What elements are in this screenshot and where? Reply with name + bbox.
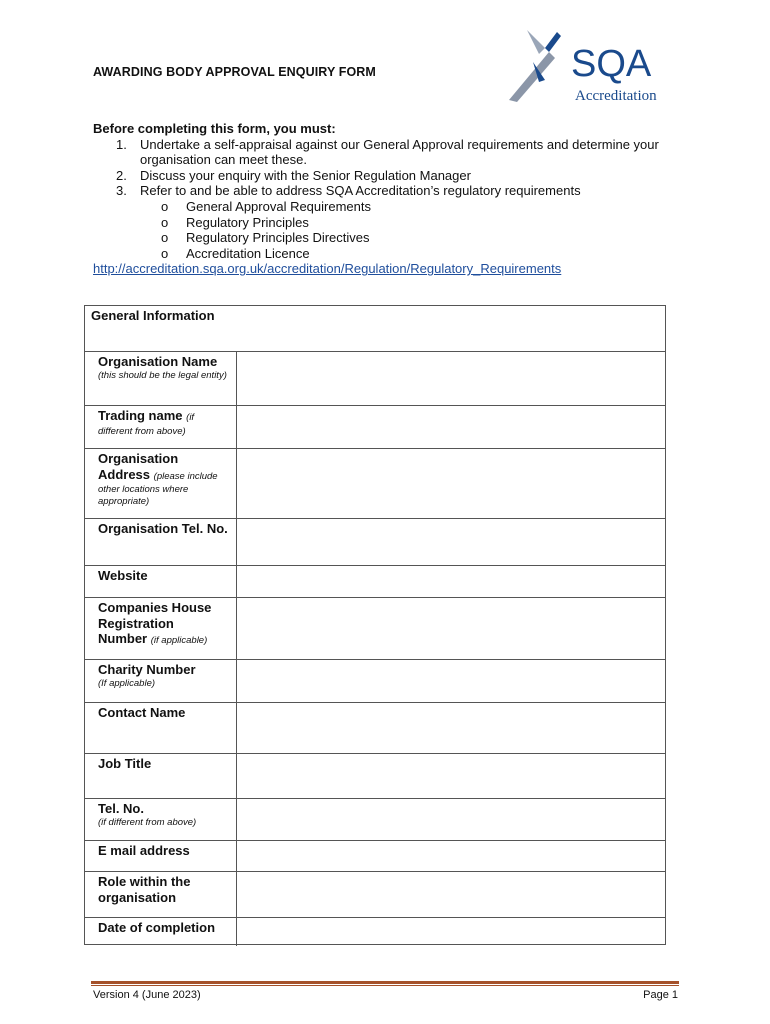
- row-label-cell: [85, 841, 237, 872]
- row-label-cell: [85, 872, 237, 918]
- field-note: other locations where appropriate): [98, 484, 189, 507]
- website-field[interactable]: [237, 566, 665, 598]
- sub-item-text: Regulatory Principles: [186, 214, 309, 230]
- field-label: Role within the organisation: [98, 874, 191, 905]
- date-of-completion-field[interactable]: [237, 918, 665, 946]
- tel-no-field[interactable]: [237, 799, 665, 841]
- organisation-tel-field[interactable]: [237, 519, 665, 566]
- charity-number-field[interactable]: [237, 660, 665, 703]
- bullet-icon: o: [161, 214, 169, 230]
- page-number: Page 1: [643, 989, 678, 1001]
- step-item: [93, 137, 693, 168]
- bullet-icon: o: [161, 245, 169, 261]
- sub-item: [93, 215, 693, 231]
- field-label: Website: [98, 568, 148, 583]
- organisation-address-field[interactable]: [237, 449, 665, 519]
- job-title-field[interactable]: [237, 754, 665, 799]
- field-label: Date of completion: [98, 920, 216, 935]
- table-row: [85, 405, 665, 449]
- field-note: (this should be the legal entity): [98, 369, 227, 381]
- form-title: AWARDING BODY APPROVAL ENQUIRY FORM: [93, 65, 376, 79]
- step-number: 2.: [116, 167, 127, 183]
- companies-house-number-field[interactable]: [237, 598, 665, 660]
- footer-divider-thin: [91, 985, 679, 986]
- sqa-accreditation-logo: [505, 22, 667, 106]
- version-text: Version 4 (June 2023): [93, 989, 201, 1001]
- row-label-cell: [85, 449, 237, 519]
- field-note: (if applicable): [150, 635, 208, 647]
- instructions-heading: Before completing this form, you must:: [93, 121, 336, 136]
- step-number: 3.: [116, 183, 127, 199]
- field-label: Charity Number: [98, 662, 196, 677]
- field-label: Tel. No.: [98, 801, 144, 816]
- field-note: (If applicable): [98, 677, 156, 689]
- field-label: Organisation: [98, 451, 179, 466]
- step-number: 1.: [116, 136, 127, 152]
- table-row: [85, 753, 665, 799]
- row-label-cell: [85, 799, 237, 841]
- field-label: Organisation Name: [98, 354, 218, 369]
- sub-item-text: General Approval Requirements: [186, 198, 371, 214]
- table-row: [85, 798, 665, 841]
- step-item: [93, 183, 693, 199]
- field-label: Companies House: [98, 600, 212, 615]
- row-label-cell: [85, 519, 237, 566]
- bullet-icon: o: [161, 230, 169, 246]
- field-label: E mail address: [98, 843, 190, 858]
- logo-text: SQA: [571, 43, 652, 85]
- field-label: Number: [98, 631, 148, 647]
- sub-item: [93, 199, 693, 215]
- trading-name-field[interactable]: [237, 406, 665, 449]
- instructions: [93, 121, 693, 277]
- email-address-field[interactable]: [237, 841, 665, 872]
- field-label: Registration: [98, 615, 174, 631]
- row-label-cell: [85, 598, 237, 660]
- field-label: Contact Name: [98, 705, 186, 720]
- logo-subtext: Accreditation: [575, 88, 657, 104]
- row-label-cell: [85, 754, 237, 799]
- regulatory-requirements-link[interactable]: http://accreditation.sqa.org.uk/accreditation/Regulation/Regulatory_Requirements: [93, 261, 562, 277]
- table-row: [85, 448, 665, 519]
- footer-divider: [91, 981, 679, 984]
- field-label: Trading name: [98, 408, 183, 423]
- table-row: [85, 871, 665, 918]
- table-row: [85, 840, 665, 872]
- bullet-icon: o: [161, 198, 169, 214]
- sub-item-text: Regulatory Principles Directives: [186, 230, 370, 246]
- field-note: (please include: [153, 470, 218, 482]
- table-row: [85, 565, 665, 598]
- row-label-cell: [85, 918, 237, 946]
- table-row: [85, 518, 665, 566]
- table-heading: General Information: [91, 308, 215, 323]
- sub-item: [93, 246, 693, 262]
- table-row: [85, 351, 665, 406]
- row-label-cell: [85, 660, 237, 703]
- general-information-table: [84, 305, 666, 945]
- table-row: [85, 917, 665, 946]
- field-label: Organisation Tel. No.: [98, 521, 228, 536]
- field-note: (if: [186, 412, 195, 423]
- row-label-cell: [85, 352, 237, 406]
- step-item: [93, 168, 693, 184]
- role-within-organisation-field[interactable]: [237, 872, 665, 918]
- row-label-cell: [85, 703, 237, 754]
- contact-name-field[interactable]: [237, 703, 665, 754]
- field-note: different from above): [98, 425, 186, 437]
- table-row: [85, 597, 665, 660]
- step-text: Undertake a self-appraisal against our General Approval requirements and determine your organisation can meet these.: [140, 136, 659, 168]
- sub-item: [93, 230, 693, 246]
- field-label: Job Title: [98, 756, 152, 771]
- organisation-name-field[interactable]: [237, 352, 665, 406]
- sub-item-text: Accreditation Licence: [186, 245, 310, 261]
- step-text: Refer to and be able to address SQA Accreditation’s regulatory requirements: [140, 183, 581, 199]
- field-label: Address: [98, 466, 151, 482]
- row-label-cell: [85, 566, 237, 598]
- row-label-cell: [85, 406, 237, 449]
- field-note: (if different from above): [98, 816, 197, 828]
- table-row: [85, 702, 665, 754]
- step-text: Discuss your enquiry with the Senior Regulation Manager: [140, 167, 471, 183]
- table-row: [85, 659, 665, 703]
